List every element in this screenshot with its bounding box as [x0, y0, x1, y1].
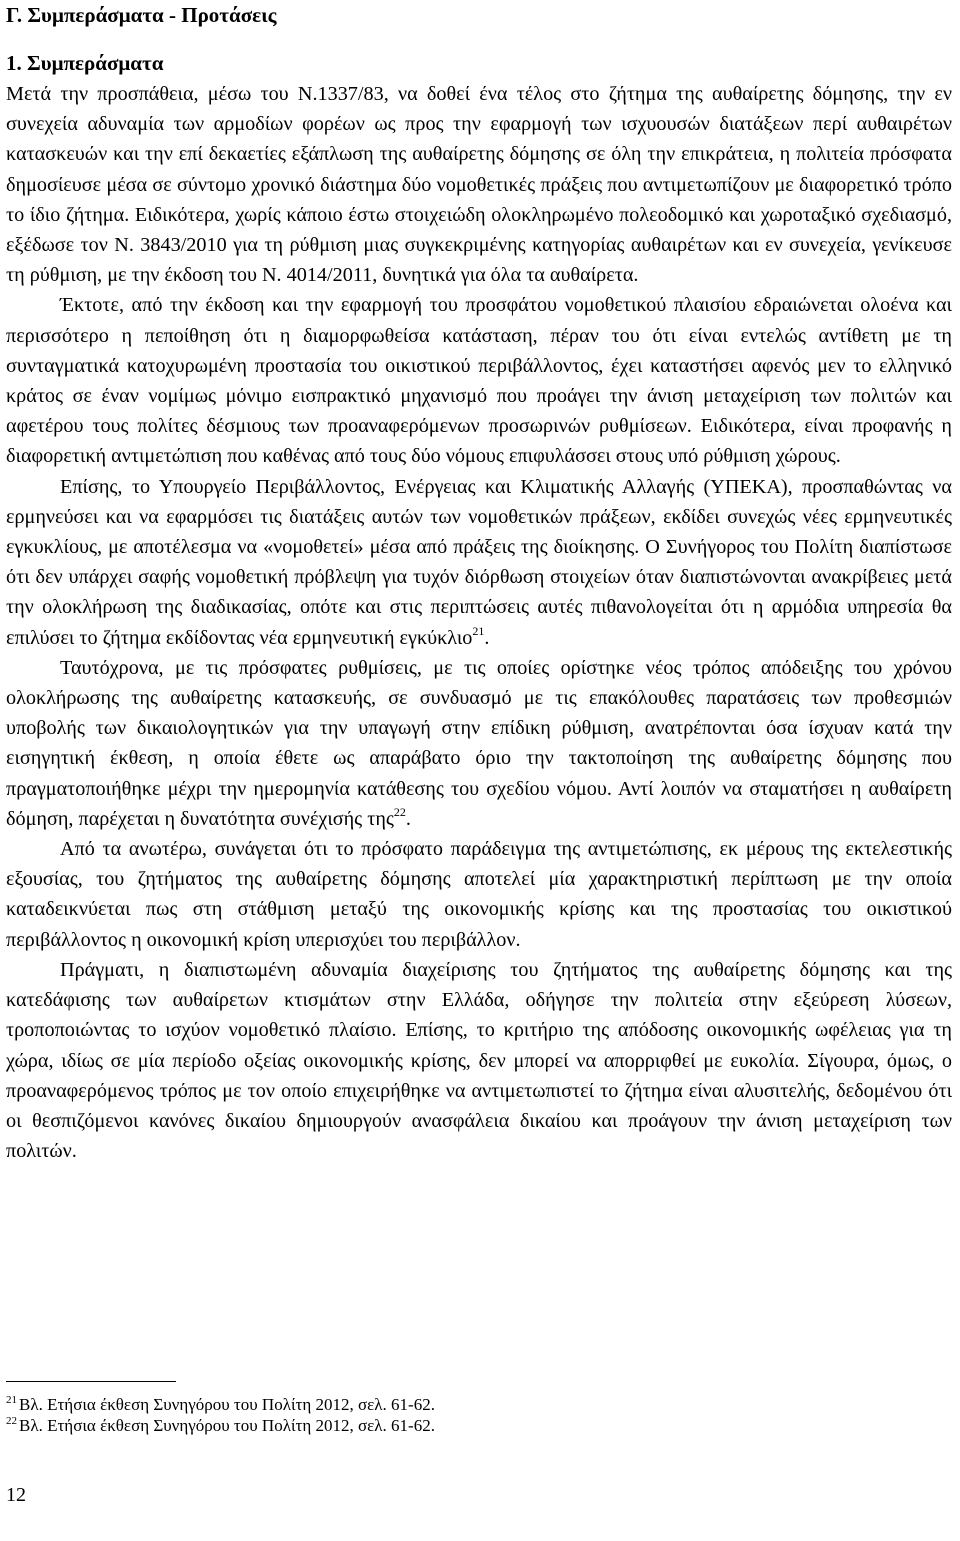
body-text: [6, 79, 952, 1166]
page-number: 12: [6, 1484, 26, 1506]
paragraph-text: Πράγματι, η διαπιστωμένη αδυναμία διαχείρισης του ζητήματος της αυθαίρετης δόμησης και της κατεδάφισης των αυθαίρετων κτισμάτων στην Ελλάδα, οδήγησε την πολιτεία στην εξεύρεση λύσεων, τροποποιώντας το ισχύον νομοθετικό πλαίσιο. Επίσης, το κριτήριο της απόδοσης οικονομικής ωφέλειας για τη χώρα, ιδίως σε μία περίοδο οξείας οικονομικής κρίσης, δεν μπορεί να απορριφθεί με ευκολία. Σίγουρα, όμως, ο προαναφερόμενος τρόπος με τον οποίο επιχειρήθηκε να αντιμετωπιστεί το ζήτημα είναι αλυσιτελής, δεδομένου ότι οι θεσπιζόμενοι κανόνες δικαίου δημιουργούν ανασφάλεια δικαίου και προάγουν την άνιση μεταχείριση των πολιτών.: [6, 958, 952, 1163]
section-heading: Γ. Συμπεράσματα - Προτάσεις: [6, 3, 277, 27]
footnote-ref-21[interactable]: 21: [472, 623, 485, 638]
footnote-21: [6, 1394, 435, 1415]
subsection-heading: 1. Συμπεράσματα: [6, 51, 164, 75]
paragraph-1: [6, 79, 952, 290]
footnote-ref-22[interactable]: 22: [393, 804, 406, 819]
paragraph-5: [6, 834, 952, 955]
paragraph-text: Μετά την προσπάθεια, μέσω του Ν.1337/83, να δοθεί ένα τέλος στο ζήτημα της αυθαίρετης δόμησης, την εν συνεχεία αδυναμία των αρμοδίων φορέων ως προς την εφαρμογή των ισχυουσών διατάξεων περί αυθαιρέτων κατασκευών και την επί δεκαετίες εξάπλωση της αυθαίρετης δόμησης σε όλη την επικράτεια, η πολιτεία πρόσφατα δημοσίευσε μέσα σε σύντομο χρονικό διάστημα δύο νομοθετικές πράξεις που αντιμετωπίζουν με διαφορετικό τρόπο το ίδιο ζήτημα. Ειδικότερα, χωρίς κάποιο έστω στοιχειώδη ολοκληρωμένο πολεοδομικό και χωροταξικό σχεδιασμό, εξέδωσε τον Ν. 3843/2010 για τη ρύθμιση μιας συγκεκριμένης κατηγορίας αυθαιρέτων και εν συνεχεία, γενίκευσε τη ρύθμιση, με την έκδοση του Ν. 4014/2011, δυνητικά για όλα τα αυθαίρετα.: [6, 83, 952, 287]
footnotes: [6, 1394, 435, 1436]
footnote-text: Βλ. Ετήσια έκθεση Συνηγόρου του Πολίτη 2012, σελ. 61-62.: [19, 1416, 435, 1435]
paragraph-text: Επίσης, το Υπουργείο Περιβάλλοντος, Ενέργειας και Κλιματικής Αλλαγής (ΥΠΕΚΑ), προσπαθώντας να ερμηνεύσει και να εφαρμόσει τις διατάξεις αυτών των νομοθετικών πράξεων, εκδίδει συνεχώς νέες ερμηνευτικές εγκυκλίους, με αποτέλεσμα να «νομοθετεί» μέσα από πράξεις της διοίκησης. Ο Συνήγορος του Πολίτη διαπίστωσε ότι δεν υπάρχει σαφής νομοθετική πρόβλεψη για τυχόν διόρθωση στοιχείων όταν διαπιστώνονται ανακρίβειες μετά την ολοκλήρωση της διαδικασίας, οπότε και στις περιπτώσεις αυτές πιθανολογείται ότι η αρμόδια υπηρεσία θα επιλύσει το ζήτημα εκδίδοντας νέα ερμηνευτική εγκύκλιο: [6, 475, 952, 649]
footnote-text: Βλ. Ετήσια έκθεση Συνηγόρου του Πολίτη 2012, σελ. 61-62.: [19, 1395, 435, 1414]
footnote-22: [6, 1415, 435, 1436]
paragraph-3: Επίσης, το Υπουργείο Περιβάλλοντος, Ενέργειας και Κλιματικής Αλλαγής (ΥΠΕΚΑ), προσπαθώντας να ερμηνεύσει και να εφαρμόσει τις διατάξεις αυτών των νομοθετικών πράξεων, εκδίδει συνεχώς νέες ερμηνευτικές εγκυκλίους, με αποτέλεσμα να «νομοθετεί» μέσα από πράξεις της διοίκησης. Ο Συνήγορος του Πολίτη διαπίστωσε ότι δεν υπάρχει σαφής νομοθετική πρόβλεψη για τυχόν διόρθωση στοιχείων όταν διαπιστώνονται ανακρίβειες μετά την ολοκλήρωση της διαδικασίας, οπότε και στις περιπτώσεις αυτές πιθανολογείται ότι η αρμόδια υπηρεσία θα επιλύσει το ζήτημα εκδίδοντας νέα ερμηνευτική εγκύκλιο$^{21}$.: [6, 475, 952, 649]
paragraph-6: [6, 955, 952, 1166]
paragraph-2: [6, 290, 952, 471]
paragraph-text: Έκτοτε, από την έκδοση και την εφαρμογή του προσφάτου νομοθετικού πλαισίου εδραιώνεται ολοένα και περισσότερο η πεποίθηση ότι η διαμορφωθείσα κατάσταση, πέραν του ότι είναι εντελώς αντίθετη με τη συνταγματικά κατοχυρωμένη προστασία του οικιστικού περιβάλλοντος, έχει καταστήσει αφενός μεν το ελληνικό κράτος σε έναν νομίμως μόνιμο εισπρακτικό μηχανισμό που προάγει την άνιση μεταχείριση των πολιτών και αφετέρου τους πολίτες δέσμιους των προαναφερόμενων προσωρινών ρυθμίσεων. Ειδικότερα, είναι προφανής η διαφορετική αντιμετώπιση που καθένας από τους δύο νόμους επιφυλάσσει στους υπό ρύθμιση χώρους.: [6, 294, 952, 468]
footnote-number: 22: [6, 1415, 17, 1427]
footnote-divider: [6, 1381, 176, 1382]
paragraph-4: Ταυτόχρονα, με τις πρόσφατες ρυθμίσεις, με τις οποίες ορίστηκε νέος τρόπος απόδειξης του χρόνου ολοκλήρωσης της αυθαίρετης κατασκευής, σε συνδυασμό με τις επακόλουθες παρατάσεις των προθεσμιών υποβολής των δικαιολογητικών για την υπαγωγή στην επίδικη ρύθμιση, ανατρέπονται όσα ίσχυαν κατά την εισηγητική έκθεση, η οποία έθετε ως απαράβατο όριο την τακτοποίηση της αυθαίρετης δόμησης που πραγματοποιήθηκε μέχρι την ημερομηνία κατάθεσης του σχεδίου νόμου. Αντί λοιπόν να σταματήσει η αυθαίρετη δόμηση, παρέχεται η δυνατότητα συνέχισής της$^{22}$.: [6, 656, 952, 830]
paragraph-text: Ταυτόχρονα, με τις πρόσφατες ρυθμίσεις, με τις οποίες ορίστηκε νέος τρόπος απόδειξης του χρόνου ολοκλήρωσης της αυθαίρετης κατασκευής, σε συνδυασμό με τις επακόλουθες παρατάσεις των προθεσμιών υποβολής των δικαιολογητικών για την υπαγωγή στην επίδικη ρύθμιση, ανατρέπονται όσα ίσχυαν κατά την εισηγητική έκθεση, η οποία έθετε ως απαράβατο όριο την τακτοποίηση της αυθαίρετης δόμησης που πραγματοποιήθηκε μέχρι την ημερομηνία κατάθεσης του σχεδίου νόμου. Αντί λοιπόν να σταματήσει η αυθαίρετη δόμηση, παρέχεται η δυνατότητα συνέχισής της: [6, 656, 952, 830]
paragraph-text: Από τα ανωτέρω, συνάγεται ότι το πρόσφατο παράδειγμα της αντιμετώπισης, εκ μέρους της εκτελεστικής εξουσίας, του ζητήματος της αυθαίρετης δόμησης αποτελεί μία χαρακτηριστική περίπτωση με την οποία καταδεικνύεται πως στη στάθμιση μεταξύ της οικονομικής κρίσης και της προστασίας του οικιστικού περιβάλλοντος η οικονομική κρίση υπερισχύει του περιβάλλον.: [6, 838, 952, 951]
footnote-number: 21: [6, 1394, 17, 1406]
